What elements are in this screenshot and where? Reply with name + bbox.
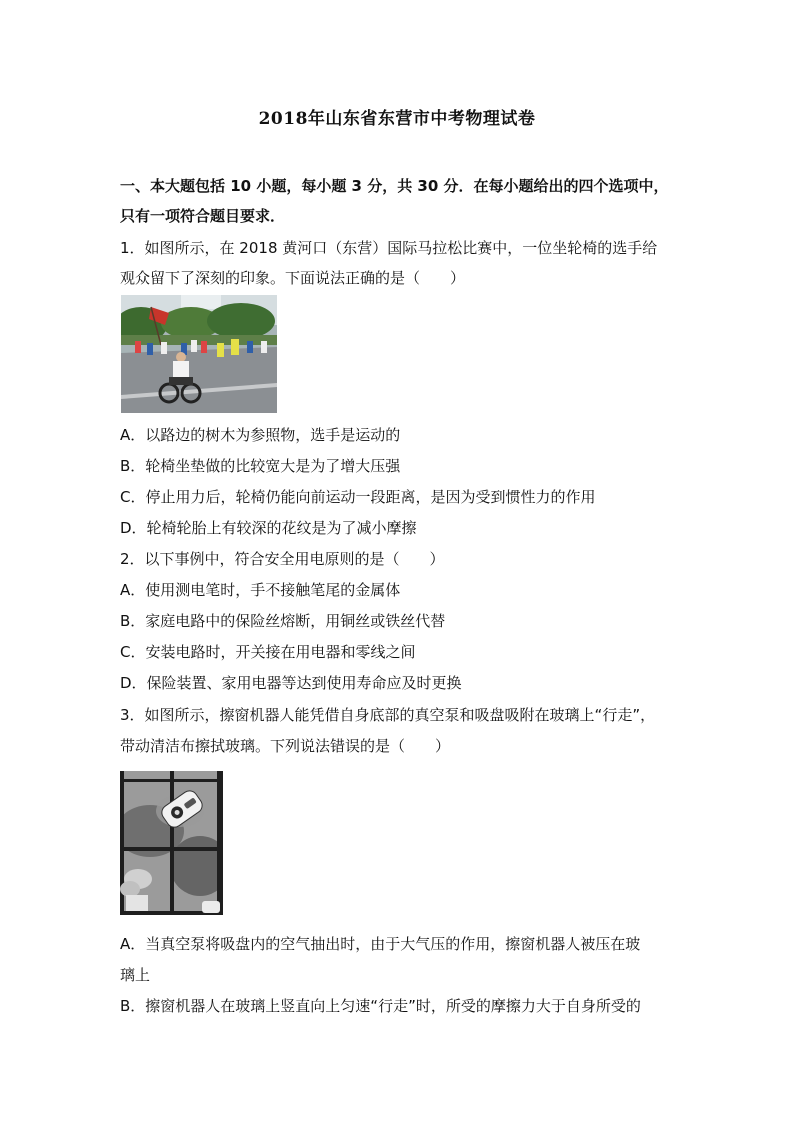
q1-stem-line1: 1．如图所示，在 2018 黄河口（东营）国际马拉松比赛中，一位坐轮椅的选手给 bbox=[120, 239, 658, 257]
q1-option-d: D．轮椅轮胎上有较深的花纹是为了减小摩擦 bbox=[120, 519, 417, 537]
section-heading-line2: 只有一项符合题目要求． bbox=[120, 207, 286, 225]
page-title: 2018年山东省东营市中考物理试卷 bbox=[258, 109, 536, 129]
q2-option-a: A．使用测电笔时，手不接触笔尾的金属体 bbox=[120, 581, 401, 599]
section-heading-line1: 一、本大题包括 10 小题，每小题 3 分，共 30 分．在每小题给出的四个选项中， bbox=[120, 177, 669, 195]
q2-option-d: D．保险装置、家用电器等达到使用寿命应及时更换 bbox=[120, 674, 462, 692]
q1-stem-line2: 观众留下了深刻的印象。下面说法正确的是（ ） bbox=[120, 269, 466, 287]
q2-option-c: C．安装电路时，开关接在用电器和零线之间 bbox=[120, 643, 416, 661]
window-robot-photo bbox=[120, 771, 223, 915]
q1-option-c: C．停止用力后，轮椅仍能向前运动一段距离，是因为受到惯性力的作用 bbox=[120, 488, 596, 506]
q1-option-b: B．轮椅坐垫做的比较宽大是为了增大压强 bbox=[120, 457, 401, 475]
q3-stem-line1: 3．如图所示，擦窗机器人能凭借自身底部的真空泵和吸盘吸附在玻璃上“行走”， bbox=[120, 706, 656, 724]
q2-stem: 2．以下事例中，符合安全用电原则的是（ ） bbox=[120, 550, 445, 568]
q3-stem-line2: 带动清洁布擦拭玻璃。下列说法错误的是（ ） bbox=[120, 737, 451, 755]
q3-option-b-line1: B．擦窗机器人在玻璃上竖直向上匀速“行走”时，所受的摩擦力大于自身所受的 bbox=[120, 997, 641, 1015]
q3-option-a-line2: 璃上 bbox=[120, 966, 151, 984]
q3-option-a-line1: A．当真空泵将吸盘内的空气抽出时，由于大气压的作用，擦窗机器人被压在玻 bbox=[120, 935, 641, 953]
marathon-photo bbox=[121, 295, 277, 413]
q1-option-a: A．以路边的树木为参照物，选手是运动的 bbox=[120, 426, 401, 444]
q2-option-b: B．家庭电路中的保险丝熔断，用铜丝或铁丝代替 bbox=[120, 612, 446, 630]
